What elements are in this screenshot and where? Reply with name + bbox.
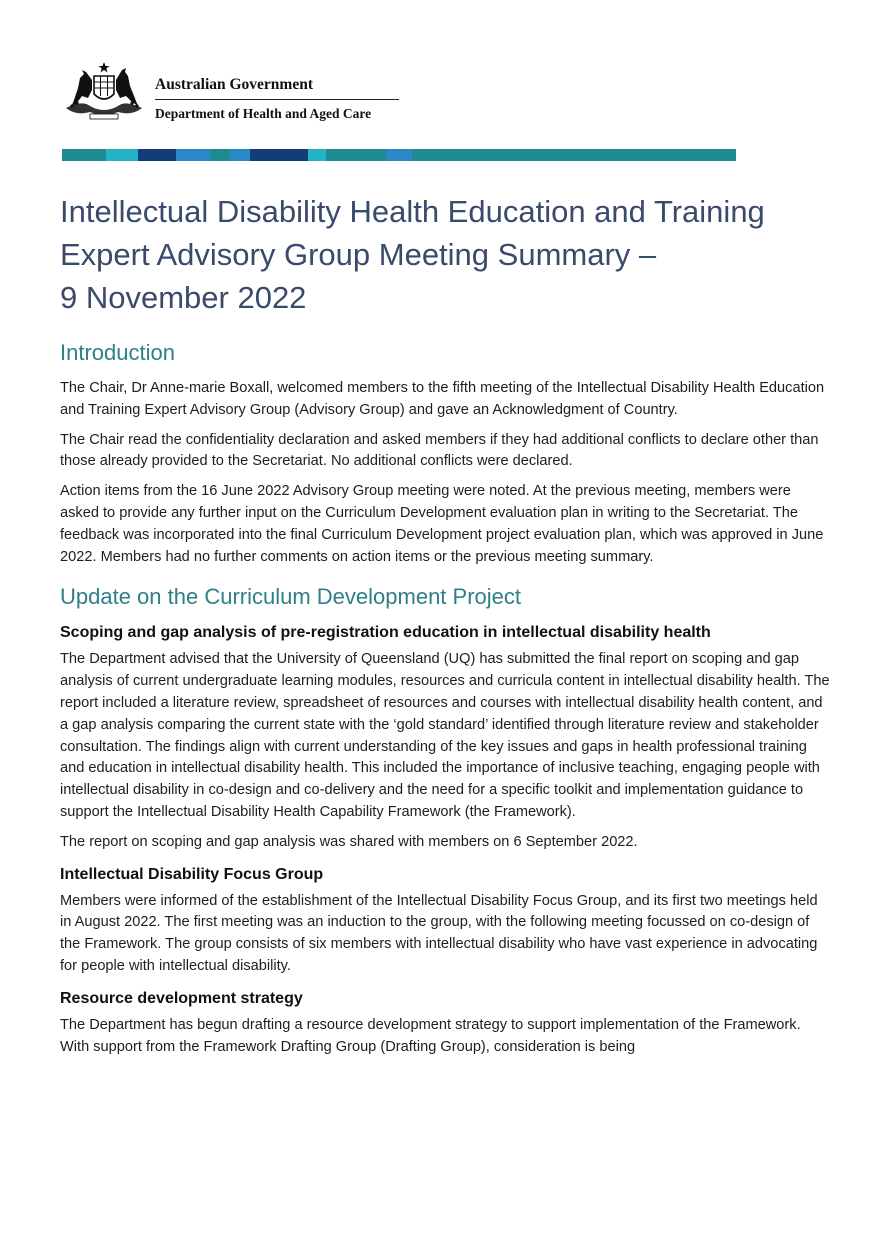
stripe-segment	[176, 149, 210, 161]
stripe-segment	[106, 149, 138, 161]
stripe-segment	[62, 149, 106, 161]
stripe-segment	[230, 149, 250, 161]
paragraph: The Chair read the confidentiality declaration and asked members if they had additional conflicts to declare other than those already provided to the Secretariat. No additional conflicts were declared.	[60, 431, 819, 470]
paragraph: The Department has begun drafting a resource development strategy to support implementation of the Framework. With support from the Framework Drafting Group (Drafting Group), consideration is being	[60, 1016, 801, 1055]
section-heading: Resource development strategy	[60, 989, 303, 1007]
stripe-segment	[412, 149, 736, 161]
document-body	[60, 338, 830, 1066]
stripe-segment	[210, 149, 230, 161]
paragraph: Members were informed of the establishment of the Intellectual Disability Focus Group, and its first two meetings held in August 2022. The first meeting was an induction to the group, with the following meeting focussed on co-design of the Framework. The group consists of six members with intellectual disability who have vast experience in advocating for people with intellectual disability.	[60, 892, 818, 974]
page-title	[60, 190, 840, 319]
government-wordmark	[155, 76, 405, 122]
government-header	[60, 58, 420, 128]
title-line: 9 November 2022	[60, 280, 307, 315]
paragraph: The report on scoping and gap analysis was shared with members on 6 September 2022.	[60, 833, 638, 850]
introduction-heading: Introduction	[60, 340, 175, 365]
stripe-segment	[326, 149, 386, 161]
stripe-segment	[138, 149, 176, 161]
section-heading: Scoping and gap analysis of pre-registration education in intellectual disability health	[60, 624, 711, 642]
paragraph: The Department advised that the University of Queensland (UQ) has submitted the final report on scoping and gap analysis of current undergraduate learning modules, resources and curricula content in intellectual disability health. The report included a literature review, spreadsheet of resources and courses with intellectual disability health content, and a gap analysis comparing the current state with the ‘gold standard’ identified through literature review and stakeholder consultation. The findings align with current understanding of the key issues and gaps in health professional training and education in intellectual disability health. This included the importance of inclusive teaching, engaging people with intellectual disability in co-design and co-delivery and the need for a specific toolkit and implementation guidance to support the Intellectual Disability Health Capability Framework (the Framework).	[60, 651, 830, 820]
paragraph: The Chair, Dr Anne-marie Boxall, welcomed members to the fifth meeting of the Intellectual Disability Health Education and Training Expert Advisory Group (Advisory Group) and gave an Acknowledgment of Country.	[60, 380, 825, 418]
title-line: Expert Advisory Group Meeting Summary –	[60, 237, 657, 272]
government-name: Australian Government	[155, 76, 399, 100]
section-heading: Intellectual Disability Focus Group	[60, 865, 324, 883]
department-name: Department of Health and Aged Care	[155, 106, 372, 121]
update-heading: Update on the Curriculum Development Project	[60, 584, 522, 610]
stripe-segment	[250, 149, 308, 161]
coat-of-arms-icon	[62, 60, 146, 122]
stripe-segment	[308, 149, 326, 161]
title-line: Intellectual Disability Health Education and Training	[60, 194, 765, 229]
color-stripe	[62, 149, 736, 161]
stripe-segment	[386, 149, 412, 161]
paragraph: Action items from the 16 June 2022 Advisory Group meeting were noted. At the previous meeting, members were asked to provide any further input on the Curriculum Development evaluation plan in writing to the Secretariat. The feedback was incorporated into the final Curriculum Development project evaluation plan, which was approved in June 2022. Members had no further comments on action items or the previous meeting summary.	[60, 483, 824, 565]
